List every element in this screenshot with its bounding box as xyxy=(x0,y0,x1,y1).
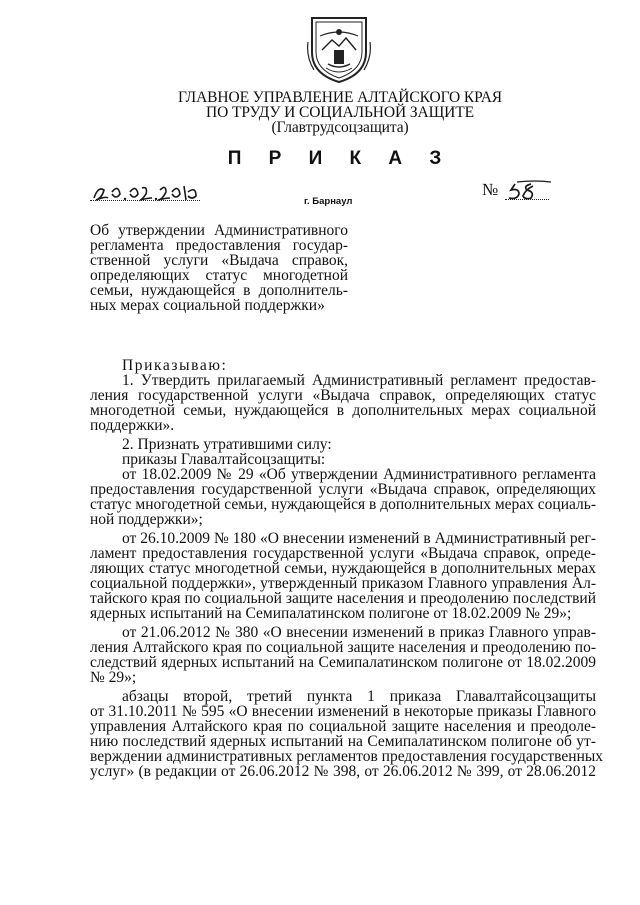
body-line: от 18.02.2009 № 29 «Об утверждении Административного регламента xyxy=(122,466,596,483)
body-line: следствий ядерных испытаний на Семипалатинском полигоне от 18.02.2009 xyxy=(90,654,596,671)
subject-line: Об утверждении Административного xyxy=(90,222,348,239)
coat-of-arms-emblem xyxy=(306,12,372,84)
subject-line: ных мерах социальной поддержки» xyxy=(90,297,325,314)
body-line: многодетной семьи, нуждающейся в дополнительных мерах социальной xyxy=(90,402,596,419)
body-line: приказы Главалтайсоцзащиты: xyxy=(122,451,326,468)
body-line: от 31.10.2011 № 595 «О внесении изменений в некоторые приказы Главного xyxy=(90,703,596,720)
body-line: ной поддержки»; xyxy=(90,511,203,528)
body-line: ляющих статус многодетной семьи, нуждающейся в дополнительных мерах xyxy=(90,560,596,577)
number-underline xyxy=(505,199,549,200)
document-subject xyxy=(90,223,348,313)
body-line: предоставления государственной услуги «Выдача справок, определяющих xyxy=(90,481,596,498)
number-label: № xyxy=(482,180,499,199)
document-title: П Р И К А З xyxy=(227,148,453,169)
body-line: услуг» (в редакции от 26.06.2012 № 398, от 26.06.2012 № 399, от 28.06.2012 xyxy=(90,763,596,780)
body-line: управления Алтайского края по социальной защите населения и преодоле- xyxy=(90,718,596,735)
body-line: ления государственной услуги «Выдача справок, определяющих статус xyxy=(90,387,596,404)
org-line: ПО ТРУДУ И СОЦИАЛЬНОЙ ЗАЩИТЕ xyxy=(206,104,474,121)
body-line: № 29»; xyxy=(90,669,137,686)
subject-line: регламента предоставления государ- xyxy=(90,237,348,254)
body-line: ядерных испытаний на Семипалатинском полигоне от 18.02.2009 № 29»; xyxy=(90,605,572,622)
body-line: ламент предоставления государственной услуги «Выдача справок, опреде- xyxy=(90,545,596,562)
city-label: г. Барнаул xyxy=(304,196,353,207)
body-line: нию последствий ядерных испытаний на Семипалатинском полигоне об ут- xyxy=(90,733,596,750)
body-line: верждении административных регламентов предоставления государственных xyxy=(90,748,604,765)
body-line: поддержки». xyxy=(90,417,175,434)
body-line: ления Алтайского края по социальной защите населения и преодолению по- xyxy=(90,639,596,656)
org-line: ГЛАВНОЕ УПРАВЛЕНИЕ АЛТАЙСКОГО КРАЯ xyxy=(177,89,503,106)
body-line: статус многодетной семьи, нуждающейся в дополнительных мерах социаль- xyxy=(90,496,596,513)
body-line: социальной поддержки», утвержденный приказом Главного управления Ал- xyxy=(90,575,596,592)
body-line: 1. Утвердить прилагаемый Административный регламент предостав- xyxy=(122,372,596,389)
document-body xyxy=(90,357,604,780)
body-line: от 26.10.2009 № 180 «О внесении изменений в Административный рег- xyxy=(122,530,596,547)
body-line: от 21.06.2012 № 380 «О внесении изменений в приказ Главного управ- xyxy=(122,624,596,641)
organization-header xyxy=(140,90,540,135)
body-line-order-word: Приказываю: xyxy=(122,357,228,374)
subject-line: ственной услуги «Выдача справок, xyxy=(90,252,348,269)
date-underline xyxy=(90,200,200,201)
body-line: абзацы второй, третий пункта 1 приказа Главалтайсоцзащиты xyxy=(122,688,596,705)
body-line: 2. Признать утратившими силу: xyxy=(122,436,332,453)
org-line: (Главтрудсоцзащита) xyxy=(271,119,409,136)
body-line: тайского края по социальной защите населения и преодолению последствий xyxy=(90,590,596,607)
subject-line: семьи, нуждающейся в дополнитель- xyxy=(90,282,348,299)
subject-line: определяющих статус многодетной xyxy=(90,267,348,284)
